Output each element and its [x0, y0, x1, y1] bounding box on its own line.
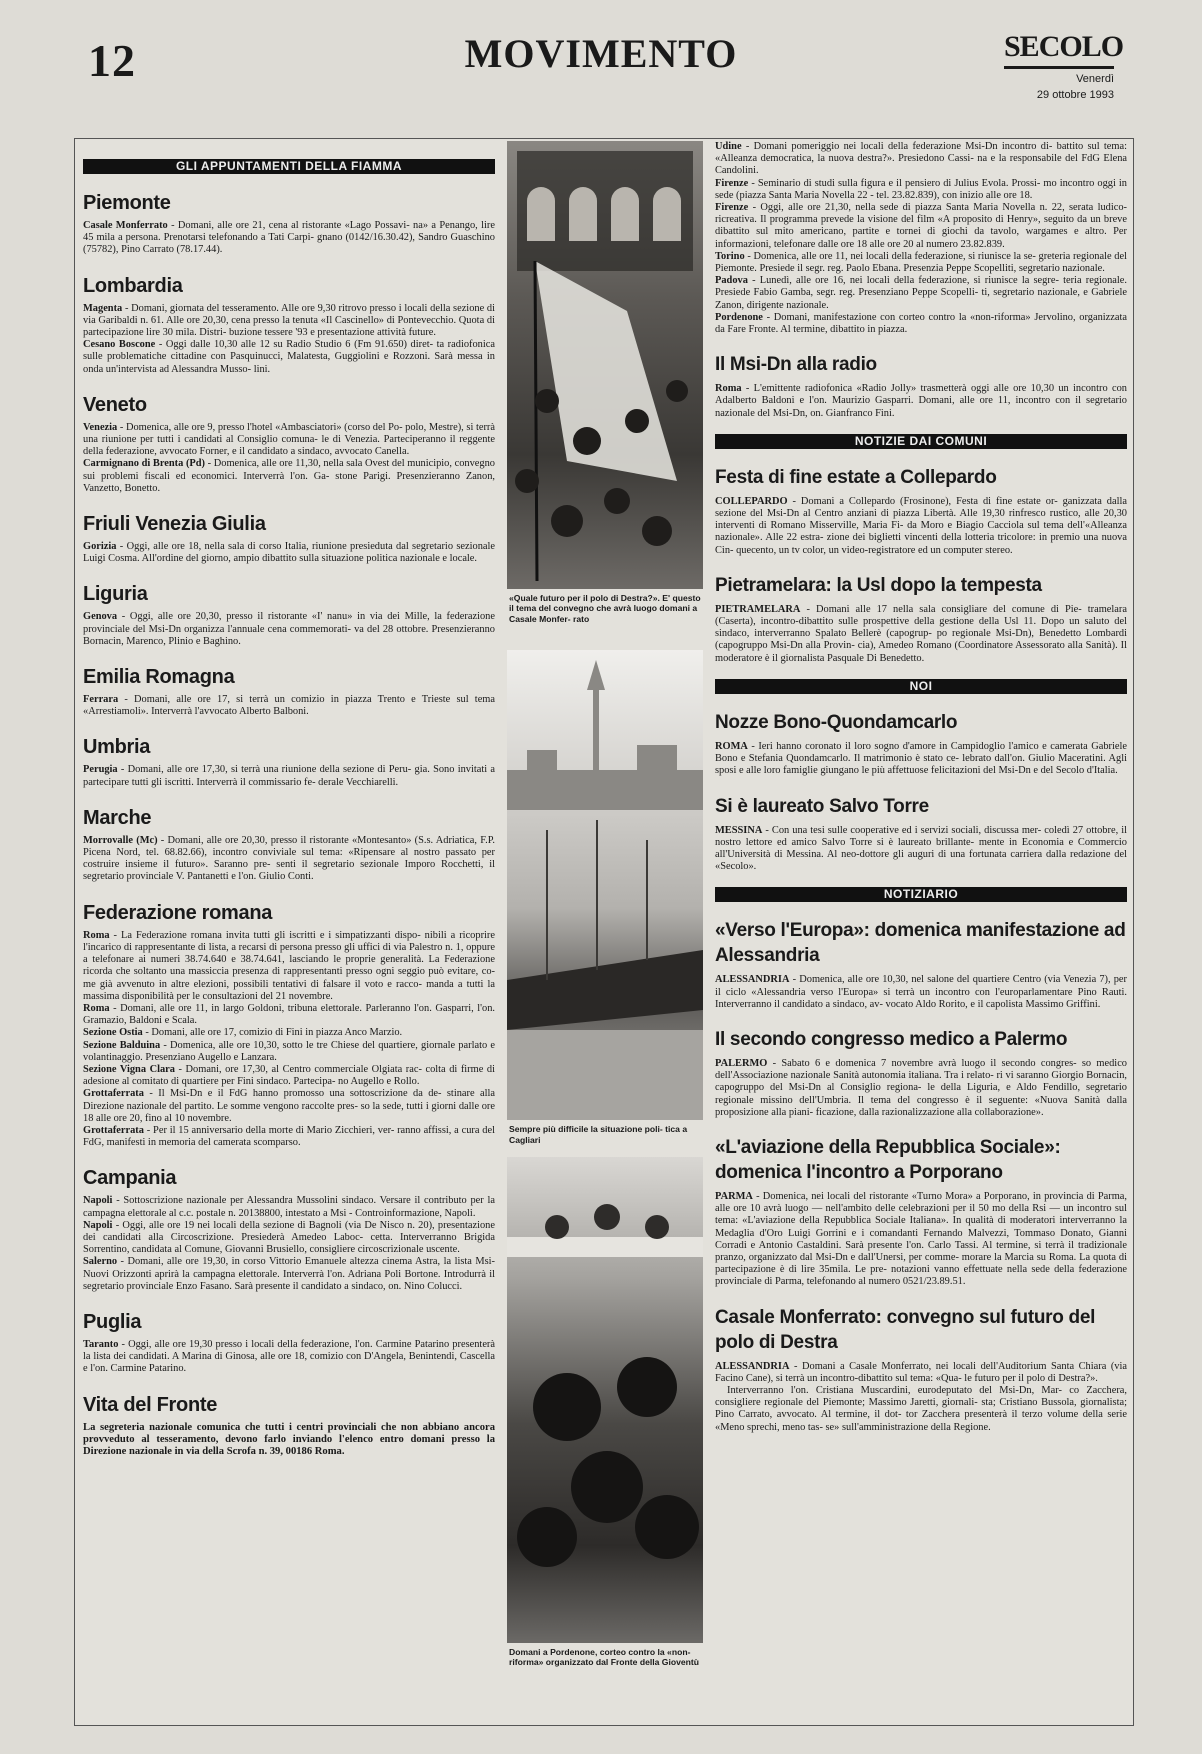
entry-text: - Il Msi-Dn e il FdG hanno promosso una sottoscrizione da de- stinare alla Direzione nazionale del partito. Le somme vengono raccolte pres- so la sede, tutti i giorni dalle ore 18 alle ore 20, fino al 10 novembre.: [83, 1088, 495, 1124]
entry-text: - Oggi dalle 10,30 alle 12 su Radio Studio 6 (Fm 91.650) diret- ta radiofonica sulle problematiche cittadine con Pasquinucci, Malatesta, Guggiolini e Rozzoni. Sarà messa in onda un'intervista ad Alessandra Musso- lini.: [83, 339, 495, 375]
masthead-name: SECOLO: [1004, 30, 1114, 69]
vita-title: Vita del Fronte: [83, 1393, 218, 1416]
entry-text: - Domani, alle ore 17, comizio di Fini in piazza Anco Marzio.: [142, 1027, 403, 1039]
region-title: Emilia Romagna: [83, 666, 235, 689]
news-entry: [715, 141, 1127, 178]
appointment-entry: [83, 220, 495, 257]
entry-text: - Oggi, alle ore 18, nella sala di corso Italia, riunione presieduta dal segretario sezionale Luigi Cosma. All'ordine del giorno, ampio dibattito sulla situazione politica nazionale e locale.: [83, 541, 495, 565]
entry-place: Pordenone: [715, 311, 763, 323]
entry-place: Venezia: [83, 421, 118, 433]
appointment-entry: [83, 303, 495, 340]
aviazione-entry: PARMA - Domenica, nei locali del ristorante «Turno Mora» a Porporano, in provincia di Parma, alle ore 10 avrà luogo — nell'ambito delle celebrazioni per il 50 mo della Rsi — un incontro sul tema: «L'aviazione della Repubblica Sociale Italiana». In qualità di moderatori interverranno la Medaglia d'Oro Luigi Gorrini e i comandanti Fernando Malvezzi, Tommaso Donato, Gianni Corradi e Antonio Castaldini. Sarà presente l'on. Carlo Tassi. Al termine, si terrà il tradizionale pranzo, organizzato dal Msi-Dn e dall'Unersi, per comme- morare la Marcia su Roma. La quota di partecipazione è di lire 35mila. Le pre- notazioni vanno effettuate nella sede della federazione provinciale di Parma, telefonando al numero 0521/23.89.51.: [715, 1190, 1127, 1288]
entry-place: Sezione Balduina: [83, 1039, 161, 1051]
appointment-entry: [83, 1064, 495, 1088]
entry-place: Grottaferrata: [83, 1088, 144, 1100]
casale-entry: ALESSANDRIA - Domani a Casale Monferrato, nei locali dell'Auditorium Santa Chiara (via Facino Cane), si terrà un incontro-dibattito sul tema: «Qua- le futuro per il polo di Destra?».: [715, 1360, 1127, 1384]
europa-entry: ALESSANDRIA - Domenica, alle ore 10,30, nel salone del quartiere Centro (via Venezia 7), per il ciclo «Alessandria verso l'Europa» si terrà un incontro con l'europarlamentare Pino Rauti. Interverranno il candidato a sindaco, av- vocato Aldo Rorito, e il capolista Massimo Griffini.: [715, 974, 1127, 1010]
appointment-entry: [83, 1088, 495, 1125]
news-entry: [715, 275, 1127, 312]
entry-place: Udine: [715, 141, 742, 152]
entry-place: Napoli: [83, 1195, 113, 1207]
entry-text: - Domenica, alle ore 9, presso l'hotel «Ambasciatori» (corso del Po- polo, Mestre), si terrà una riunione per tutti i candidati al Consiglio comuna- le di Venezia. Parteciperanno il reggente della federazione, avvocato Forner, e il candidato a sindaco, avvocato Canella.: [83, 421, 495, 458]
masthead-date: 29 ottobre 1993: [1036, 89, 1114, 101]
region-title: Liguria: [83, 583, 148, 606]
appointment-entry: [83, 835, 495, 884]
page-header: [0, 0, 1202, 110]
casale-title: Casale Monferrato: convegno sul futuro del polo di Destra: [715, 1306, 1096, 1353]
entry-place: Magenta: [83, 302, 123, 314]
laurea-entry: MESSINA - Con una tesi sulle cooperative ed i servizi sociali, discussa mer- coledì 27 ottobre, il nostro lettore ed amico Salvo Torre si è laureato brillante- mente in Economia e Commercio all'Università di Messina. Al neo-dottore gli auguri di una fortunata carriera dalla redazione del «Secolo».: [715, 824, 1127, 873]
entry-place: Grottaferrata: [83, 1124, 144, 1136]
appointment-entry: [83, 339, 495, 376]
appointment-entry: [83, 1040, 495, 1064]
entry-text: - Domani pomeriggio nei locali della federazione Msi-Dn incontro di- battito sul tema: «Alleanza democratica, la nuova destra?». Presiedono Cassi- na e la responsabile del FdG Elena Candolini.: [715, 141, 1127, 177]
appointment-entry: [83, 541, 495, 565]
entry-text: - Domani, alle ore 17,30, si terrà una riunione della sezione di Peru- gia. Sono invitati a partecipare tutti gli iscritti. Interverrà il commissario fe- derale Vecchiarelli.: [83, 764, 495, 788]
appointment-entry: [83, 1256, 495, 1293]
harbor-photo-image: [507, 650, 703, 1120]
entry-place: Salerno: [83, 1256, 118, 1268]
entry-place: Casale Monferrato: [83, 220, 168, 231]
region-list: [83, 192, 495, 1376]
entry-place: Ferrara: [83, 694, 119, 706]
region-title: Lombardia: [83, 274, 183, 297]
section-title: MOVIMENTO: [464, 31, 738, 76]
entry-place: Roma: [83, 1002, 110, 1014]
news-entry: [715, 202, 1127, 251]
masthead-day: Venerdì: [1076, 73, 1114, 85]
region-title: Campania: [83, 1167, 177, 1190]
entry-place: Torino: [715, 250, 745, 262]
entry-text: - Domenica, alle ore 11,30, nella sala Ovest del municipio, convegno sui problemi fiscali ed economici. Interverrà l'on. Ga- stone Parigi. Presenzieranno Zanon, Vanzetto, Bonetto.: [83, 458, 495, 494]
harbor-photo-caption: Sempre più difficile la situazione poli- tica a Cagliari: [509, 1124, 688, 1145]
news-entry: [715, 251, 1127, 275]
entry-text: - Seminario di studi sulla figura e il pensiero di Julius Evola. Prossi- mo incontro oggi in sede (piazza Santa Maria Novella 22 - tel. 23.82.839), con inizio alle ore 18.: [715, 177, 1127, 201]
appointments-column: [83, 159, 495, 1459]
aviazione-title: «L'aviazione della Repubblica Sociale»: domenica l'incontro a Porporano: [715, 1136, 1061, 1183]
entry-place: Padova: [715, 275, 748, 287]
meeting-photo-caption: Domani a Pordenone, corteo contro la «non-riforma» organizzato dal Fronte della Gioventù: [509, 1647, 700, 1668]
nozze-title: Nozze Bono-Quondamcarlo: [715, 711, 958, 733]
casale-text-2: Interverranno l'on. Cristiana Muscardini, eurodeputato del Msi-Dn, Mar- co Zacchera, consigliere regionale del Piemonte; Massimo Jaretti, giornali- sta; Cristiano Bussola, giornalista; Pino Carrato, avvocato. Al termine, il dot- tor Zacchera presenterà il terzo volume della serie «Meno sprechi, meno tas- se» sull'amministrazione della Regione.: [715, 1384, 1127, 1433]
appointment-entry: [83, 1339, 495, 1376]
region-title: Piemonte: [83, 192, 171, 214]
comuni-bar: NOTIZIE DAI COMUNI: [715, 434, 1127, 449]
entry-place: Firenze: [715, 177, 749, 189]
entry-place: Morrovalle (Mc): [83, 834, 158, 846]
news-entry: [715, 178, 1127, 202]
entry-place: Gorizia: [83, 541, 117, 553]
region-title: Federazione romana: [83, 901, 273, 924]
notiziario-bar: NOTIZIARIO: [715, 887, 1127, 902]
page-frame: [74, 138, 1134, 1726]
entry-text: - Oggi, alle ore 21,30, nella sede di piazza Santa Maria Novella n. 22, serata ludico-ricreativa. Il programma prevede la visione del film «A proposito di Henry», seguito da un breve dibattito sul mito americano, partite e tornei di giochi da tavolo, wargames e altro. Per informazioni, telefonare dalle ore 18 alle ore 20 al numero 23.82.839.: [715, 202, 1127, 250]
radio-entry: Roma - L'emittente radiofonica «Radio Jolly» trasmetterà oggi alle ore 10,30 un incontro con Adalberto Baldoni e l'on. Maurizio Gasparri. Domani, alle ore 11, incontro con il segretario nazionale del Msi-Dn, on. Gianfranco Fini.: [715, 383, 1127, 419]
entry-text: - Lunedì, alle ore 16, nei locali della federazione, si riunisce la segre- teria regionale. Presiede Fabio Gamba, segr. reg. Presenziano Peppe Scopelli- ti, segretario nazionale, e Gabriele Zanon, dirigente nazionale.: [715, 275, 1127, 311]
region-title: Veneto: [83, 393, 147, 416]
rally-photo: [507, 141, 703, 589]
appointment-entry: [83, 764, 495, 788]
pietramelara-entry: PIETRAMELARA - Domani alle 17 nella sala consigliare del comune di Pie- tramelara (Caserta), incontro-dibattito sulle prospettive della gestione della Usl 11. Dopo un saluto del sindaco, interverranno Spalato Bellerè (capogrup- po regionale Msi-Dn), Benedetto Lombardi (capogruppo Msi-Dn alla Provin- cia), Amedeo Romano (Coordinatore Assessorato alla Sanità). Il moderatore è il giornalista Pasquale Di Benedetto.: [715, 603, 1127, 664]
appointment-entry: [83, 1027, 495, 1039]
entry-text: - Oggi, alle ore 20,30, presso il ristorante «I' nanu» in via dei Mille, la federazione provinciale del Msi-Dn organizza l'annuale cena commemorati- va del 28 ottobre. Presenzieranno Bornacin, Marenco, Plinio e Baghino.: [83, 611, 495, 647]
congresso-title: Il secondo congresso medico a Palermo: [715, 1028, 1068, 1050]
entry-text: - Domani, manifestazione con corteo contro la «non-riforma» Jervolino, organizzata da Fare Fronte. Al termine, dibattito in piazza.: [715, 311, 1127, 336]
entry-text: - Domani, alle ore 11, in largo Goldoni, tribuna elettorale. Parleranno l'on. Gasparri, l'on. Gramazio, Baldoni e Scala.: [83, 1002, 495, 1027]
appointment-entry: [83, 611, 495, 648]
entry-place: Taranto: [83, 1338, 119, 1350]
entry-text: - Domani, alle ore 21, cena al ristorante «Lago Possavi- na» a Penango, lire 45 mila a persona. Prenotarsi telefonando a Tati Carpi- gnano (0142/16.30.42), Sandro Guaschino (75782), Pino Carrato (78.17.44).: [83, 220, 495, 256]
appointment-entry: [83, 930, 495, 1003]
vita-text: La segreteria nazionale comunica che tutti i centri provinciali che non abbiano ancora provveduto al tesseramento, devono farlo inviando l'elenco entro domani presso la Direzione nazionale in via della Scrofa n. 39, 00186 Roma.: [83, 1421, 495, 1458]
entry-place: Sezione Ostia: [83, 1027, 143, 1039]
entry-place: Cesano Boscone: [83, 339, 156, 351]
masthead: [1004, 30, 1124, 101]
news-column: [715, 141, 1127, 1434]
harbor-photo: [507, 650, 703, 1120]
entry-text: - Domani, giornata del tesseramento. Alle ore 9,30 ritrovo presso i locali della sezione di via Garibaldi n. 61. Alle ore 20,30, cena presso la tenuta «Il Cascinello» di Pontevecchio. Quota di partecipazione lire 30 mila. Distri- buzione tessere '93 e presentazione attività future.: [83, 302, 495, 339]
entry-text: - Oggi, alle ore 19 nei locali della sezione di Bagnoli (via De Nisco n. 20), presentazione dei candidati alla Circoscrizione. Presiederà Amedeo Laboc- cetta. Interverranno Brigida Sorrentino, candidata al Comune, Giovanni Brusiello, consigliere circoscrizionale uscente.: [83, 1219, 495, 1256]
top-entries: [715, 141, 1127, 336]
laurea-title: Si è laureato Salvo Torre: [715, 795, 929, 817]
noi-bar: NOI: [715, 679, 1127, 694]
meeting-photo-image: [507, 1157, 703, 1643]
entry-place: Roma: [83, 929, 110, 941]
appointment-entry: [83, 1003, 495, 1027]
entry-place: Sezione Vigna Clara: [83, 1063, 175, 1075]
appointment-entry: [83, 458, 495, 495]
news-entry: [715, 312, 1127, 336]
appointment-entry: [83, 1220, 495, 1257]
pietramelara-title: Pietramelara: la Usl dopo la tempesta: [715, 574, 1042, 596]
europa-title: «Verso l'Europa»: domenica manifestazione ad Alessandria: [715, 920, 1126, 967]
entry-text: - La Federazione romana invita tutti gli iscritti e i simpatizzanti dispo- nibili a ricoprire l'incarico di rappresentante di lista, a recarsi di persona presso gli uffici di via Palestro n. 1, oppure a telefonare ai numeri 38.74.640 e 38.74.641, lasciando le proprie generalità. La Federazione ricorda che soltanto una massiccia presenza di rappresentanti presso ogni seggio può evitare, co- me già avvenuto in altre elezioni, possibili tentativi di falsare il voto e racco- manda a tutti la massima disponibilità per le consultazioni del 21 novembre.: [83, 929, 495, 1002]
entry-text: - Domani, ore 17,30, al Centro commerciale Olgiata rac- colta di firme di adesione al comitato di quartiere per Fini sindaco. Partecipa- no Augello e Rollo.: [83, 1063, 495, 1088]
entry-text: - Sottoscrizione nazionale per Alessandra Mussolini sindaco. Versare il contributo per la campagna elettorale al c.c. postale n. 20138800, intestato a Msi - Controinformazione, Napoli.: [83, 1195, 495, 1219]
entry-text: - Oggi, alle ore 19,30 presso i locali della federazione, l'on. Carmine Patarino presenterà la lista dei candidati. A Marina di Ginosa, alle ore 18, comizio con D'Angela, Benintendi, Cascella e l'on. Carmine Patarino.: [83, 1338, 495, 1375]
appointments-bar: GLI APPUNTAMENTI DELLA FIAMMA: [83, 159, 495, 174]
appointment-entry: [83, 422, 495, 459]
region-title: Umbria: [83, 736, 151, 759]
region-title: Friuli Venezia Giulia: [83, 513, 266, 536]
nozze-entry: ROMA - Ieri hanno coronato il loro sogno d'amore in Campidoglio l'amico e camerata Gabriele Bono e Stefania Quondamcarlo. Il matrimonio è stato ce- lebrato dall'on. Giulio Maceratini. Agli sposi e alle loro famiglie giungano le più affettuose felicitazioni del Msi-Dn e del Secolo d'Italia.: [715, 740, 1127, 777]
page-number: 12: [88, 35, 136, 86]
entry-text: - Domani, alle ore 17, si terrà un comizio in piazza Trento e Trieste sul tema «Arrestiamoli». Interverrà l'avvocato Alberto Balboni.: [83, 694, 495, 718]
photo-column: [507, 141, 703, 1668]
entry-place: Perugia: [83, 764, 118, 776]
meeting-photo: [507, 1157, 703, 1643]
appointment-entry: [83, 1195, 495, 1219]
entry-place: Carmignano di Brenta (Pd): [83, 458, 206, 470]
entry-text: - Domani, alle ore 20,30, presso il ristorante «Montesanto» (S.s. Adriatica, F.P. Picena Nord, tel. 68.82.66), incontro conviviale sul tema: «Ripensare al nostro passato per costruire insieme il futuro». Saranno pre- senti il segretario sezionale Imporo Rocchetti, il segretario provinciale V. Pantanetti e l'on. Giulio Conti.: [83, 834, 495, 883]
congresso-entry: PALERMO - Sabato 6 e domenica 7 novembre avrà luogo il secondo congres- so medico dell'Associazione nazionale Sanità autonomia italiana. Tra i relato- ri vi saranno Giorgio Bornacin, capogruppo del Msi-Dn al Consiglio regiona- le della Liguria, e Aldo Fendillo, segretario regionale missino dell'Umbria. Il tema del congresso è il seguente: «Nuova Sanità dalla proposizione alla piani- ficazione, dalla razionalizzazione alla collaborazione».: [715, 1057, 1127, 1118]
entry-place: Genova: [83, 611, 118, 623]
entry-text: - Domenica, alle ore 10,30, sotto le tre Chiese del quartiere, giornale parlato e volantinaggio. Presenziano Augello e Lanzara.: [83, 1039, 495, 1063]
collepardo-entry: COLLEPARDO - Domani a Collepardo (Frosinone), Festa di fine estate or- ganizzata dalla sezione del Msi-Dn al Centro anziani di piazza Libertà. Alle 19,30 rinfresco rustico, alle 20,30 interventi di Romano Misserville, Maria Fi- da Moro e Biagio Cacciola sul tema dell'«Alleanza nazionale». Alle 22 estra- zione dei biglietti vincenti della lotteria tricolore: in premio una nuova Cin- quecento, un tv color, un video-registratore ed un computer stereo.: [715, 495, 1127, 556]
rally-photo-caption: «Quale futuro per il polo di Destra?». E' questo il tema del convegno che avrà luogo domani a Casale Monfer- rato: [509, 593, 701, 624]
entry-text: - Domani, alle ore 19,30, in corso Vittorio Emanuele altezza cinema Astra, la lista Msi-Nuovi Orizzonti aprirà la campagna elettorale. Interverrà l'on. Adriana Poli Bortone. Introdurrà il segretario provinciale Enzo Fasano. Sarà presente il candidato a sindaco, on. Nino Colucci.: [83, 1256, 495, 1292]
entry-text: - Domenica, alle ore 11, nei locali della federazione, si riunisce la se- greteria regionale del Piemonte. Presiede il segr. reg. Paolo Ebana. Presenzia Peppe Scopelliti, segretario nazionale.: [715, 250, 1127, 275]
appointment-entry: [83, 1125, 495, 1149]
entry-place: Napoli: [83, 1219, 113, 1231]
appointment-entry: [83, 694, 495, 718]
region-title: Marche: [83, 806, 152, 829]
region-title: Puglia: [83, 1310, 142, 1333]
entry-place: Firenze: [715, 202, 749, 214]
entry-text: - Per il 15 anniversario della morte di Mario Zicchieri, ver- ranno affissi, a cura del FdG, manifesti in memoria del camerata scomparso.: [83, 1124, 495, 1149]
radio-title: Il Msi-Dn alla radio: [715, 354, 877, 376]
collepardo-title: Festa di fine estate a Collepardo: [715, 466, 997, 488]
rally-photo-image: [507, 141, 703, 589]
